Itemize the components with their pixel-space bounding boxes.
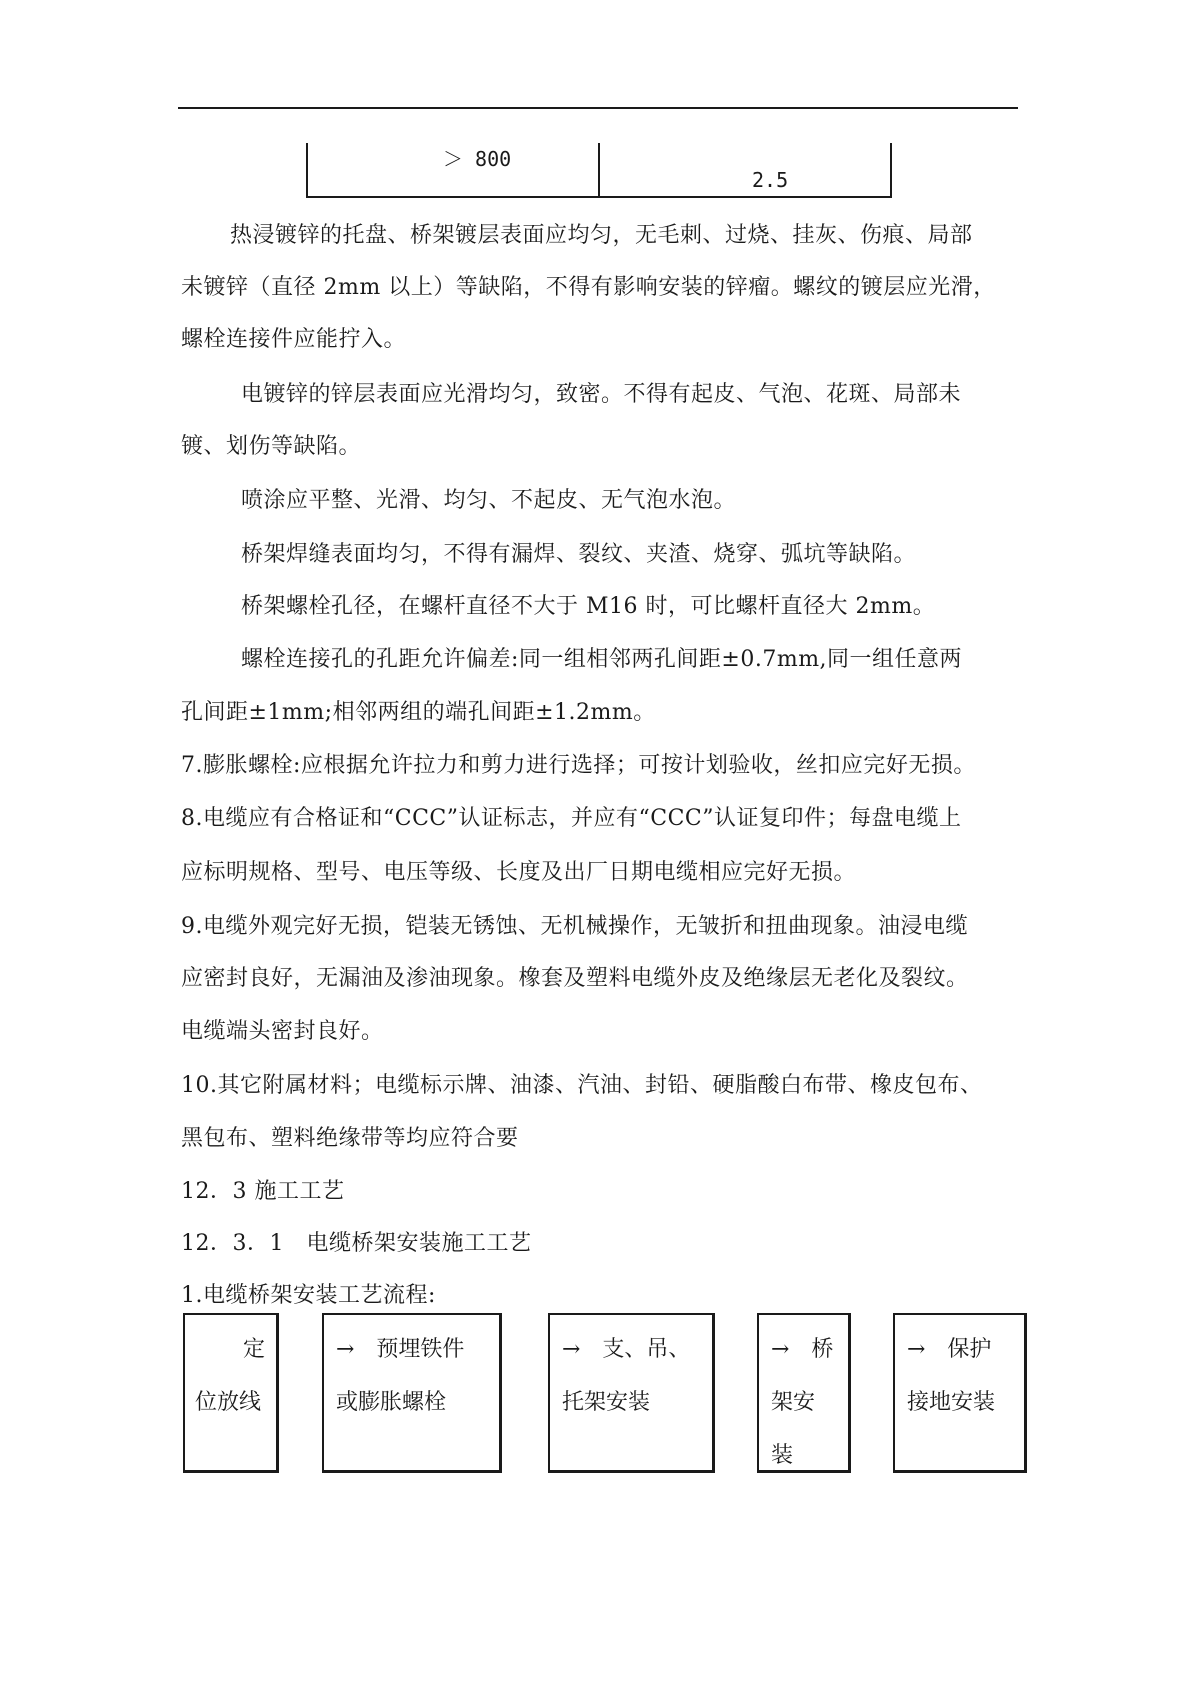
- spec-table: [306, 143, 892, 198]
- table-divider: [598, 143, 600, 196]
- paragraph-line: 9.电缆外观完好无损，铠装无锈蚀、无机械操作，无皱折和扭曲现象。油浸电缆: [181, 914, 968, 939]
- flow-step-text: 装: [771, 1443, 794, 1468]
- paragraph-line: 8.电缆应有合格证和“CCC”认证标志，并应有“CCC”认证复印件；每盘电缆上: [181, 806, 962, 831]
- paragraph-line: 镀、划伤等缺陷。: [181, 434, 362, 459]
- flow-step-text: 或膨胀螺栓: [336, 1390, 447, 1415]
- flow-step-text: → 保护: [907, 1337, 992, 1362]
- flow-step-embedded-parts: [322, 1313, 502, 1473]
- paragraph-line: 螺栓连接件应能拧入。: [181, 327, 407, 352]
- flow-step-text: 架安: [771, 1390, 816, 1415]
- paragraph-line: 电缆端头密封良好。: [181, 1019, 384, 1044]
- flow-step-text: 位放线: [195, 1390, 262, 1415]
- paragraph-line: 喷涂应平整、光滑、均匀、不起皮、无气泡水泡。: [241, 488, 737, 513]
- section-heading: 12．3 施工工艺: [181, 1179, 345, 1204]
- subsection-heading: 12．3．1 电缆桥架安装施工工艺: [181, 1231, 532, 1256]
- flow-step-text: 接地安装: [907, 1390, 996, 1415]
- paragraph-line: 桥架焊缝表面均匀，不得有漏焊、裂纹、夹渣、烧穿、弧坑等缺陷。: [241, 542, 917, 567]
- paragraph-line: 孔间距±1mm;相邻两组的端孔间距±1.2mm。: [181, 700, 656, 725]
- paragraph-line: 7.膨胀螺栓:应根据允许拉力和剪力进行选择；可按计划验收，丝扣应完好无损。: [181, 753, 976, 778]
- flow-step-text: → 桥: [771, 1337, 834, 1362]
- paragraph-line: 电镀锌的锌层表面应光滑均匀，致密。不得有起皮、气泡、花斑、局部未: [241, 382, 962, 407]
- table-cell-right: 2.5: [752, 168, 789, 192]
- flow-step-text: 托架安装: [562, 1390, 651, 1415]
- paragraph-line: 应标明规格、型号、电压等级、长度及出厂日期电缆相应完好无损。: [181, 860, 857, 885]
- paragraph-line: 10.其它附属材料；电缆标示牌、油漆、汽油、封铅、硬脂酸白布带、橡皮包布、: [181, 1073, 983, 1098]
- paragraph-line: 应密封良好，无漏油及渗油现象。橡套及塑料电缆外皮及绝缘层无老化及裂纹。: [181, 966, 969, 991]
- flow-step-text: 定: [243, 1337, 266, 1362]
- flow-step-positioning: [183, 1313, 279, 1473]
- flow-step-text: → 支、吊、: [562, 1337, 691, 1362]
- paragraph-line: 热浸镀锌的托盘、桥架镀层表面应均匀，无毛刺、过烧、挂灰、伤痕、局部: [230, 223, 973, 248]
- flow-step-text: → 预埋铁件: [336, 1337, 465, 1362]
- table-cell-left: ＞ 800: [443, 147, 512, 171]
- paragraph-line: 螺栓连接孔的孔距允许偏差:同一组相邻两孔间距±0.7mm,同一组任意两: [241, 647, 963, 672]
- paragraph-line: 桥架螺栓孔径，在螺杆直径不大于 M16 时，可比螺杆直径大 2mm。: [241, 594, 936, 619]
- header-rule: [178, 107, 1018, 109]
- paragraph-line: 黑包布、塑料绝缘带等均应符合要: [181, 1126, 519, 1151]
- flow-step-grounding: [893, 1313, 1027, 1473]
- flow-step-tray-install: [757, 1313, 851, 1473]
- paragraph-line: 1.电缆桥架安装工艺流程:: [181, 1283, 436, 1308]
- paragraph-line: 未镀锌（直径 2mm 以上）等缺陷，不得有影响安装的锌瘤。螺纹的镀层应光滑，: [181, 275, 996, 300]
- flow-step-bracket-install: [548, 1313, 715, 1473]
